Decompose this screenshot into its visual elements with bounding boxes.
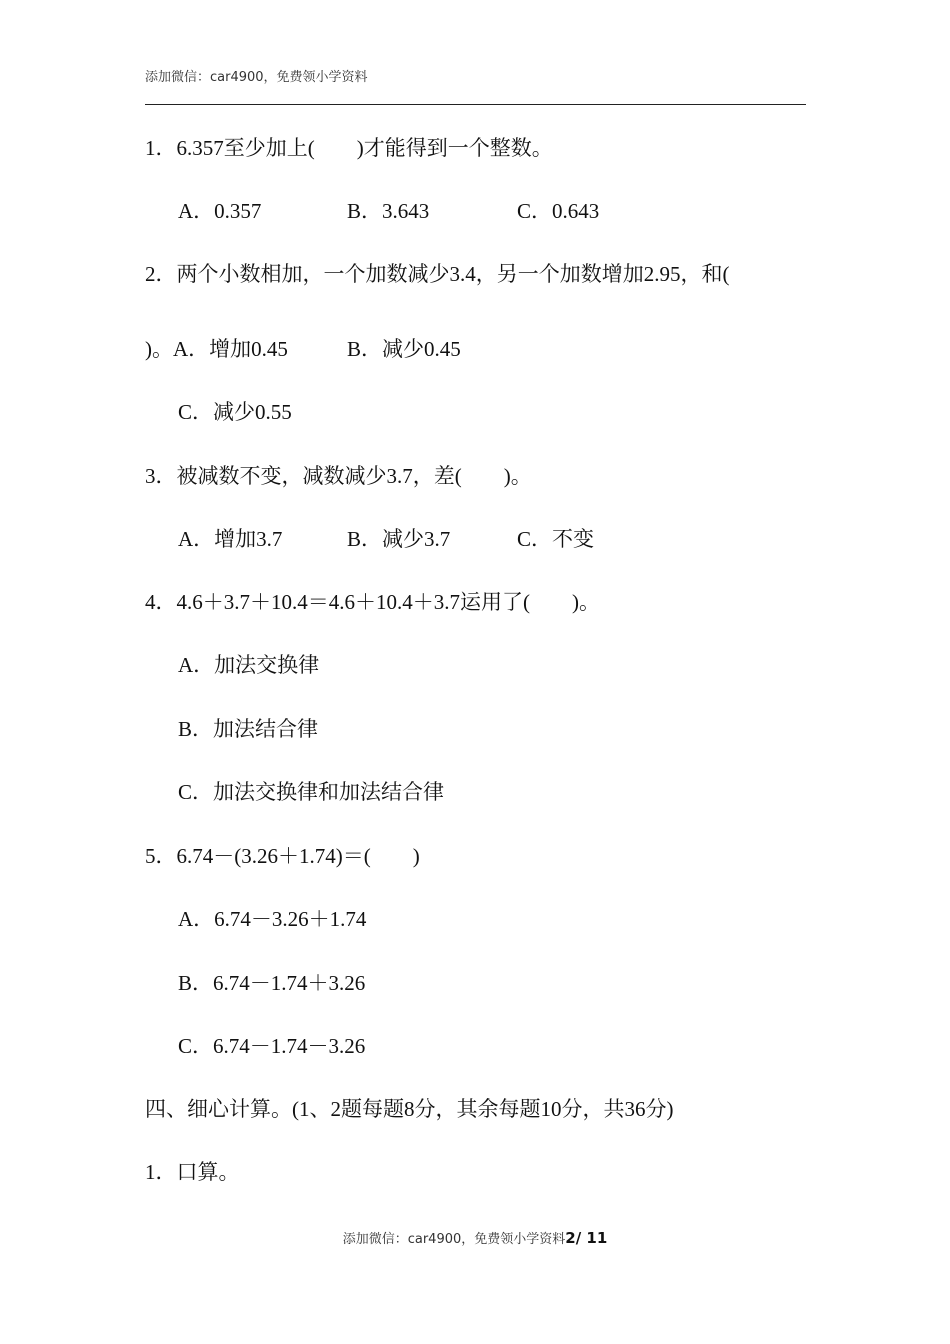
page-number: 2/ 11 xyxy=(565,1229,608,1247)
section-4-heading: 四、细心计算。(1、2题每题8分，其余每题10分，共36分) xyxy=(145,1097,674,1121)
q5-option-c: C．6.74－1.74－3.26 xyxy=(178,1034,366,1058)
footer-text: 添加微信：car4900，免费领小学资料 xyxy=(342,1232,566,1247)
q5-option-a: A．6.74－3.26＋1.74 xyxy=(178,907,367,931)
q4-option-c: C．加法交换律和加法结合律 xyxy=(178,780,445,804)
header-divider xyxy=(145,104,806,105)
page-header: 添加微信：car4900，免费领小学资料 xyxy=(145,70,368,85)
question-5: 5．6.74－(3.26＋1.74)＝( ) xyxy=(145,844,420,868)
question-4: 4．4.6＋3.7＋10.4＝4.6＋10.4＋3.7运用了( )。 xyxy=(145,590,600,614)
q5-option-b: B．6.74－1.74＋3.26 xyxy=(178,971,366,995)
q1-option-b: B．3.643 xyxy=(347,199,430,223)
q2-option-c: C．减少0.55 xyxy=(178,400,292,424)
q2-option-b: B．减少0.45 xyxy=(347,337,461,361)
question-1: 1．6.357至少加上( )才能得到一个整数。 xyxy=(145,136,553,160)
q4-option-a: A．加法交换律 xyxy=(178,653,320,677)
question-3: 3．被减数不变，减数减少3.7，差( )。 xyxy=(145,464,532,488)
q2-option-a: )。A．增加0.45 xyxy=(145,337,288,361)
q3-option-b: B．减少3.7 xyxy=(347,527,451,551)
section-4-item-1: 1．口算。 xyxy=(145,1160,240,1184)
q1-option-c: C．0.643 xyxy=(517,199,600,223)
q4-option-b: B．加法结合律 xyxy=(178,717,319,741)
q1-option-a: A．0.357 xyxy=(178,199,262,223)
q3-option-c: C．不变 xyxy=(517,527,595,551)
q3-option-a: A．增加3.7 xyxy=(178,527,283,551)
question-2: 2．两个小数相加，一个加数减少3.4，另一个加数增加2.95，和( xyxy=(145,262,730,286)
page-footer xyxy=(0,1228,950,1247)
